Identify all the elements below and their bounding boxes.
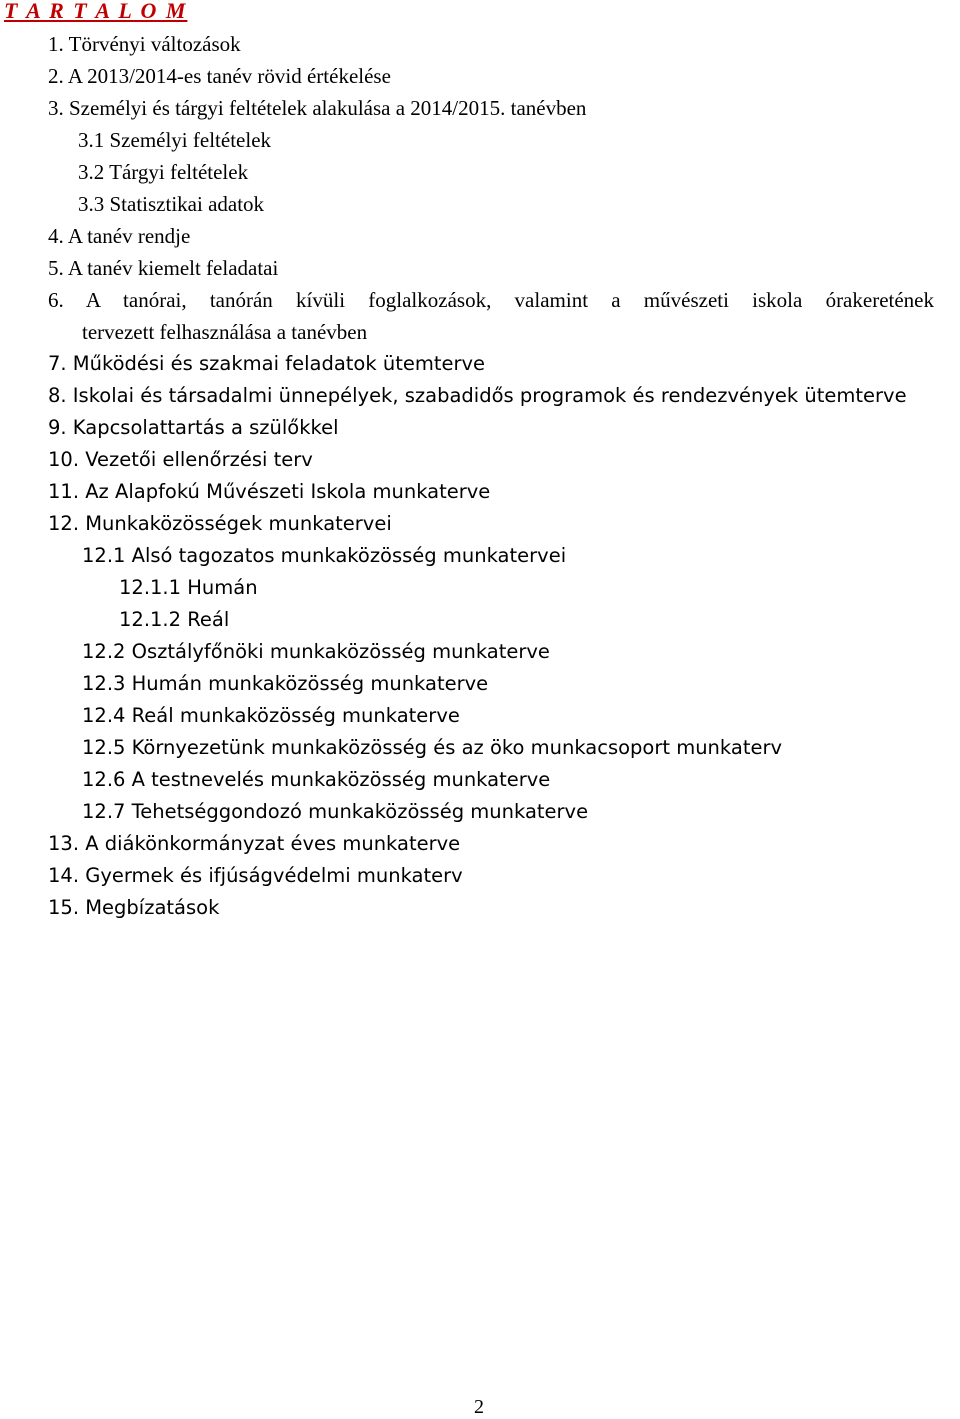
toc-item[interactable]: 14. Gyermek és ifjúságvédelmi munkaterv (48, 864, 463, 887)
toc-item[interactable]: 5. A tanév kiemelt feladatai (48, 256, 279, 280)
toc-item[interactable]: 12.4 Reál munkaközösség munkaterve (82, 704, 460, 727)
toc-item[interactable]: 12.5 Környezetünk munkaközösség és az öko munkacsoport munkaterv (82, 736, 783, 759)
toc-item[interactable]: 4. A tanév rendje (48, 224, 191, 248)
toc-item[interactable]: 12.1.2 Reál (119, 608, 230, 631)
page-number: 2 (474, 1396, 484, 1418)
toc-item[interactable]: 12.6 A testnevelés munkaközösség munkaterve (82, 768, 551, 791)
toc-item[interactable]: 13. A diákönkormányzat éves munkaterve (48, 832, 461, 855)
toc-item[interactable]: 10. Vezetői ellenőrzési terv (48, 448, 313, 471)
toc-item[interactable]: 7. Működési és szakmai feladatok ütemterve (48, 352, 486, 375)
toc-item[interactable]: 15. Megbízatások (48, 896, 220, 919)
toc-item[interactable]: 12.7 Tehetséggondozó munkaközösség munkaterve (82, 800, 589, 823)
toc-item[interactable]: 3. Személyi és tárgyi feltételek alakulása a 2014/2015. tanévben (48, 96, 587, 120)
toc-item[interactable]: 8. Iskolai és társadalmi ünnepélyek, szabadidős programok és rendezvények ütemterve (48, 384, 907, 407)
toc-item-continuation[interactable]: tervezett felhasználása a tanévben (82, 320, 368, 344)
toc-item[interactable]: 6. A tanórai, tanórán kívüli foglalkozások, valamint a művészeti iskola órakeretének (48, 288, 934, 312)
toc-item[interactable]: 12. Munkaközösségek munkatervei (48, 512, 392, 535)
toc-item[interactable]: 9. Kapcsolattartás a szülőkkel (48, 416, 339, 439)
toc-item[interactable]: 3.1 Személyi feltételek (78, 128, 272, 152)
toc-item[interactable]: 2. A 2013/2014-es tanév rövid értékelése (48, 64, 391, 88)
toc-item[interactable]: 3.3 Statisztikai adatok (78, 192, 265, 216)
toc-item[interactable]: 12.1 Alsó tagozatos munkaközösség munkatervei (82, 544, 567, 567)
toc-item[interactable]: 12.2 Osztályfőnöki munkaközösség munkaterve (82, 640, 550, 663)
toc-title: T A R T A L O M (4, 0, 188, 23)
toc-item[interactable]: 1. Törvényi változások (48, 32, 241, 56)
toc-item[interactable]: 3.2 Tárgyi feltételek (78, 160, 249, 184)
toc-item[interactable]: 12.3 Humán munkaközösség munkaterve (82, 672, 489, 695)
toc-item[interactable]: 11. Az Alapfokú Művészeti Iskola munkaterve (48, 480, 491, 503)
toc-item[interactable]: 12.1.1 Humán (119, 576, 258, 599)
